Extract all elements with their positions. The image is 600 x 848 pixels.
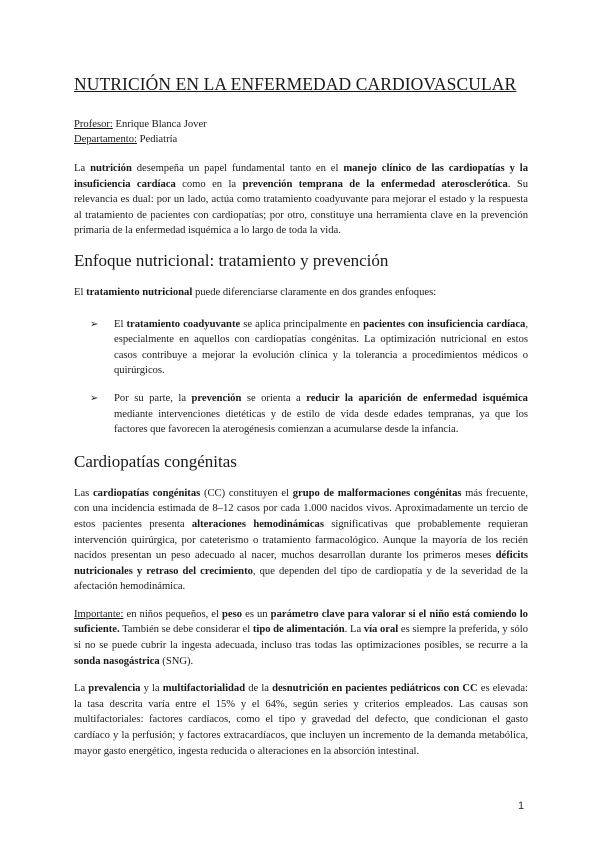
text-run: (SNG). — [159, 655, 194, 667]
text-run: , que dependen del tipo de cardiopatía y de la severidad de la afectación hemodinámica. — [74, 565, 528, 593]
document-meta — [74, 117, 528, 147]
text-run: El — [114, 318, 127, 330]
cc-paragraph-2 — [74, 607, 528, 669]
bold-run: nutrición — [90, 163, 132, 174]
text-run: de la — [245, 683, 273, 695]
bold-run: peso — [222, 608, 243, 620]
bold-run: reducir la aparición de enfermedad isquémica — [306, 392, 528, 404]
departamento-value: Pediatría — [136, 134, 178, 145]
approach-list — [74, 317, 528, 438]
text-run: más frecuente, con una incidencia estimada de 8–12 casos por cada 1.000 nacidos vivos. Aproximadamente un tercio de estos pacientes presenta — [74, 487, 528, 530]
text-run: en niños pequeños, el — [123, 608, 223, 620]
bold-run: multifactorialidad — [162, 683, 246, 695]
bold-run: pacientes con insuficiencia cardíaca — [363, 318, 526, 330]
bold-run: sonda nasogástrica — [74, 655, 160, 667]
text-run: es elevada: la tasa descrita varía entre el 15% y el 64%, según series y criterios empleados. Las causas son multifactoriales: factores cardíacos, como el tipo y gravedad del defecto, que condicionan el gasto cardíaco y la perfusión; y factores extracardíacos, que incluyen un incremento de la demanda metabólica, mayor gasto energético, ingesta reducida o alteraciones en la absorción intestinal. — [74, 683, 529, 757]
text-run: es un — [242, 608, 271, 620]
bold-run: prevención temprana de la enfermedad aterosclerótica — [242, 178, 508, 190]
text-run: La — [74, 683, 89, 695]
arrow-bullet-icon: ➢ — [90, 318, 99, 330]
section-heading-cardiopatias: Cardiopatías congénitas — [74, 451, 237, 471]
text-run: se aplica principalmente en — [240, 318, 364, 330]
bold-run: déficits nutricionales y retraso del crecimiento — [74, 550, 528, 577]
departamento-line — [74, 132, 528, 147]
text-run: , especialmente en aquellos con cardiopatías congénitas. La optimización nutricional en estos casos contribuye a mejorar la evolución clínica y la tolerancia a procedimientos médicos o quirúrgicos. — [114, 318, 528, 377]
text-run: . La — [344, 624, 364, 636]
profesor-value: Enrique Blanca Jover — [112, 119, 207, 130]
text-run: El — [74, 286, 87, 298]
section1-lead — [74, 285, 528, 301]
cc-paragraph-1 — [74, 486, 528, 595]
list-item — [80, 317, 528, 379]
text-run: como en la — [175, 178, 243, 190]
document-title: NUTRICIÓN EN LA ENFERMEDAD CARDIOVASCULAR — [74, 74, 517, 94]
text-run: significativas que probablemente requieran intervención quirúrgica, por cateterismo o tratamiento farmacológico. Aunque la mayoría de los recién nacidos presentan un peso adecuado al nacer, muchos desarrollan durante los primeros meses — [74, 518, 528, 562]
page-content — [74, 74, 528, 771]
text-run: (CC) constituyen el — [200, 487, 293, 499]
list-item — [80, 391, 528, 438]
departamento-label: Departamento: — [74, 134, 137, 145]
intro-paragraph — [74, 161, 528, 239]
text-run: La — [74, 163, 91, 174]
bold-run: parámetro clave para valorar si el niño está comiendo lo suficiente. — [74, 608, 528, 636]
text-run: Las — [74, 487, 93, 499]
bold-run: prevalencia — [88, 683, 141, 695]
text-run: Por su parte, la — [114, 392, 192, 404]
bold-run: desnutrición en pacientes pediátricos con CC — [272, 683, 478, 695]
profesor-line — [74, 117, 528, 132]
section-heading-enfoque: Enfoque nutricional: tratamiento y prevención — [74, 250, 389, 270]
text-run: . Su relevancia es dual: por un lado, actúa como tratamiento coadyuvante para mejorar el estado y la respuesta al tratamiento de pacientes con cardiopatías; por otro, constituye una herramienta clave en la prevención primaria de la enfermedad isquémica a lo largo de toda la vida. — [74, 178, 529, 237]
text-run: y la — [140, 683, 163, 695]
page-number: 1 — [518, 800, 525, 812]
bold-run: manejo clínico de las cardiopatías y la insuficiencia cardíaca — [74, 163, 528, 190]
bold-run: tipo de alimentación — [252, 624, 345, 636]
bold-run: tratamiento coadyuvante — [126, 318, 241, 330]
text-run: es siempre la preferida, y sólo si no se puede cubrir la ingesta adecuada, incluso tras todas las optimizaciones posibles, se recurre a la — [74, 624, 529, 652]
important-label: Importante: — [74, 608, 124, 620]
bold-run: grupo de malformaciones congénitas — [292, 487, 462, 499]
text-run: puede diferenciarse claramente en dos grandes enfoques: — [192, 286, 437, 298]
cc-paragraph-3 — [74, 681, 528, 759]
bold-run: prevención — [191, 392, 242, 404]
arrow-bullet-icon: ➢ — [90, 392, 99, 404]
text-run: desempeña un papel fundamental tanto en el — [131, 163, 344, 174]
bold-run: cardiopatías congénitas — [92, 487, 201, 499]
bold-run: alteraciones hemodinámicas — [191, 518, 324, 530]
text-run: mediante intervenciones dietéticas y de estilo de vida desde edades tempranas, ya que los factores que favorecen la aterogénesis comienzan a acumularse desde la infancia. — [114, 408, 528, 436]
text-run: se orienta a — [241, 392, 307, 404]
bold-run: vía oral — [363, 624, 399, 636]
profesor-label: Profesor: — [74, 119, 113, 130]
bold-run: tratamiento nutricional — [86, 286, 193, 298]
text-run: También se debe considerar el — [119, 624, 253, 636]
